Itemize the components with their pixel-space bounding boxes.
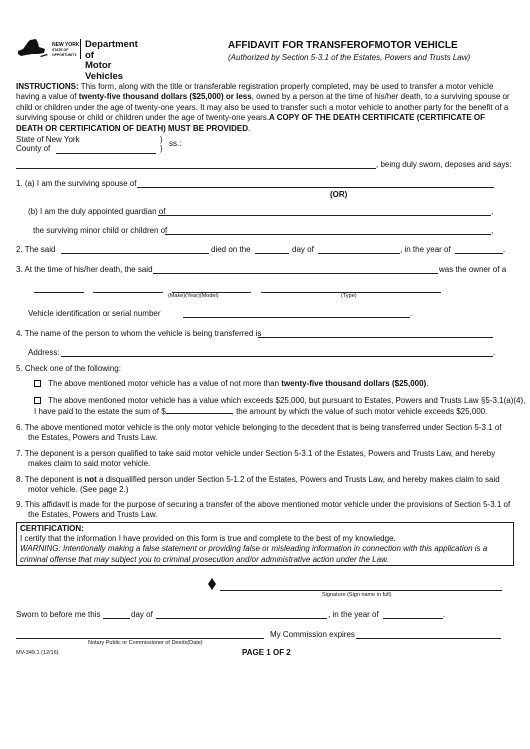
nys-line1: NEW YORK xyxy=(52,42,80,48)
decedent-name-field-2[interactable] xyxy=(153,273,438,274)
checkbox-under-25000[interactable] xyxy=(34,380,41,387)
item3-text: 3. At the time of his/her death, the said xyxy=(16,265,153,274)
sign-here-arrow-icon xyxy=(208,578,216,590)
opt1-text-c: ($25,000) xyxy=(389,379,427,388)
vin-field[interactable] xyxy=(183,317,410,318)
item1-guardian-comma: , xyxy=(491,207,494,216)
commission-expires-label: My Commission expires xyxy=(270,630,355,639)
item8-text-a: 8. The deponent is xyxy=(16,475,85,484)
certification-warning: WARNING: Intentionally making a false statement or providing false or misleading information in connection with this application is a criminal offense that may subject you to criminal prosecution and/or administrative action under the Law. xyxy=(20,544,488,564)
make-year-model-caption: (Make)(Year)(Model) xyxy=(168,293,219,299)
guardian-of-field[interactable] xyxy=(158,215,491,216)
transferee-address-field[interactable] xyxy=(61,356,493,357)
minor-child-of-field[interactable] xyxy=(165,234,491,235)
instructions-text-a: This form, along with the title or transferable registration properly completed, may be used to transfer a motor vehicle having a value of xyxy=(16,82,494,102)
nys-line2: STATE OF xyxy=(52,48,69,52)
new-york-state-icon xyxy=(14,37,50,61)
venue-ss: ss.: xyxy=(169,139,182,148)
item4-text: 4. The name of the person to whom the vehicle is being transferred is xyxy=(16,329,262,338)
certification-label: CERTIFICATION: xyxy=(20,524,84,533)
opt2-line2 xyxy=(34,406,487,416)
notary-caption: Notary Public or Commissioner of Deeds(Date) xyxy=(88,640,203,646)
transferee-name-field[interactable] xyxy=(258,337,493,338)
opt2-text-c: , the amount by which the value of such motor vehicle exceeds $25,000. xyxy=(231,407,488,416)
item1-minor-label: the surviving minor child or children of xyxy=(33,226,168,235)
vehicle-year-field[interactable] xyxy=(93,292,163,293)
item1-minor-comma: , xyxy=(491,226,494,235)
signature-field[interactable] xyxy=(220,590,502,591)
signature-caption: Signature (Sign name in full) xyxy=(322,592,392,598)
estate-sum-field[interactable] xyxy=(166,406,232,414)
certification-text: I certify that the information I have provided on this form is true and complete to the best of my knowledge. xyxy=(20,534,396,544)
decedent-name-field[interactable] xyxy=(61,253,209,254)
form-number: MV-349.1 (12/16) xyxy=(16,650,59,656)
option-value-over-25000[interactable] xyxy=(34,396,525,405)
sworn-month-field[interactable] xyxy=(156,618,327,619)
venue-state: State of New York xyxy=(16,135,80,144)
opt1-text-a: The above mentioned motor vehicle has a value of not more than xyxy=(48,379,282,388)
venue-paren-1: ) xyxy=(160,135,163,144)
county-field[interactable] xyxy=(56,153,156,154)
form-title: AFFIDAVIT FOR TRANSFEROFMOTOR VEHICLE xyxy=(228,40,458,51)
sworn-text: , being duly sworn, deposes and says: xyxy=(376,160,512,169)
address-dot: . xyxy=(493,348,496,357)
opt1-text-d: . xyxy=(426,379,429,388)
item2-the-said: 2. The said xyxy=(16,245,56,254)
venue-paren-2: ) xyxy=(160,144,163,153)
item8-text-b: a disqualified person under Section 5-1.2 of the Estates, Powers and Trusts Law, and hereby makes claim to said motor vehicle. (See page 2.) xyxy=(28,475,500,495)
sworn-day-field[interactable] xyxy=(103,618,130,619)
instructions-label: INSTRUCTIONS: xyxy=(16,82,79,91)
item2-died-on: died on the xyxy=(211,245,251,254)
certification-box xyxy=(16,522,514,566)
agency-line2: Motor Vehicles xyxy=(85,60,124,82)
nys-wordmark xyxy=(52,43,79,58)
sworn-before-label: Sworn to before me this xyxy=(16,610,101,619)
item6: 6. The above mentioned motor vehicle is the only motor vehicle belonging to the decedent that is being transferred under Section 5-3.1 of the Estates, Powers and Trusts Law. xyxy=(16,423,502,443)
option-value-under-25000[interactable] xyxy=(34,379,428,388)
vin-dot: . xyxy=(410,309,413,318)
item2-dot: . xyxy=(503,245,506,254)
opt2-text-b: I have paid to the estate the sum of $ xyxy=(34,407,166,416)
commission-expires-field[interactable] xyxy=(356,638,501,639)
deponent-name-field[interactable] xyxy=(16,168,376,169)
checkbox-over-25000[interactable] xyxy=(34,397,41,404)
item9: 9. This affidavit is made for the purpose of securing a transfer of the above mentioned motor vehicle under the provisions of Section 5-3.1 of the Estates, Powers and Trusts Law. xyxy=(16,500,511,520)
instructions-death-cert: A COPY OF THE DEATH CERTIFICATE (CERTIFICATE OF DEATH OR CERTIFICATION OF DEATH) MUST BE PROVIDED xyxy=(16,113,486,133)
agency-line1: Department of xyxy=(85,39,138,61)
logo-divider xyxy=(80,39,81,59)
item1-or: (OR) xyxy=(330,190,348,199)
item8 xyxy=(16,475,514,496)
sworn-year-field[interactable] xyxy=(383,618,443,619)
page-number: PAGE 1 OF 2 xyxy=(242,648,291,657)
form-subtitle: (Authorized by Section 5-3.1 of the Estates, Powers and Trusts Law) xyxy=(228,53,471,62)
item2-day-of: day of xyxy=(292,245,314,254)
spouse-of-field[interactable] xyxy=(137,187,494,188)
opt1-text-b: twenty-five thousand dollars xyxy=(281,379,390,388)
agency-name xyxy=(85,40,138,82)
death-year-field[interactable] xyxy=(455,253,503,254)
item2-year-of: , in the year of xyxy=(400,245,451,254)
instructions-value: twenty-five thousand dollars ($25,000) or less xyxy=(78,92,252,102)
venue-county: County of xyxy=(16,144,51,153)
death-month-field[interactable] xyxy=(318,253,400,254)
type-caption: (Type) xyxy=(341,293,357,299)
item1-spouse-label: 1. (a) I am the surviving spouse of xyxy=(16,179,137,188)
notary-signature-field[interactable] xyxy=(16,638,264,639)
vehicle-make-field[interactable] xyxy=(34,292,84,293)
item1-guardian-label: (b) I am the duly appointed guardian of xyxy=(28,207,166,216)
sworn-year-of: , in the year of xyxy=(328,610,379,619)
vin-label: Vehicle identification or serial number xyxy=(28,309,161,318)
instructions-text-b: , owned by a person at the time of his/her death, to a surviving spouse or child or children under the age of twenty-one years. It may also be used to transfer such a motor vehicle to another party for the benefit of a surviving spouse or child or children under the age of twenty-one years. xyxy=(16,92,510,123)
sworn-day-of: day of xyxy=(131,610,153,619)
item7: 7. The deponent is a person qualified to take said motor vehicle under Section 5-3.1 of the Estates, Powers and Trusts Law, and hereby makes claim to said motor vehicle. xyxy=(16,449,496,469)
item8-not: not xyxy=(84,475,97,484)
item3-owner: was the owner of a xyxy=(439,265,507,274)
death-day-field[interactable] xyxy=(255,253,289,254)
opt2-text-a: The above mentioned motor vehicle has a value which exceeds $25,000, but pursuant to Estates, Powers and Trusts Law §5-3.1(a)(4), xyxy=(48,396,526,405)
item5-text: 5. Check one of the following: xyxy=(16,364,121,373)
nys-line3: OPPORTUNITY. xyxy=(52,53,78,57)
address-label: Address: xyxy=(28,348,60,357)
dmv-logo xyxy=(14,37,138,82)
instructions xyxy=(16,82,514,134)
sworn-dot: . xyxy=(443,610,446,619)
instructions-period: . xyxy=(248,123,251,133)
